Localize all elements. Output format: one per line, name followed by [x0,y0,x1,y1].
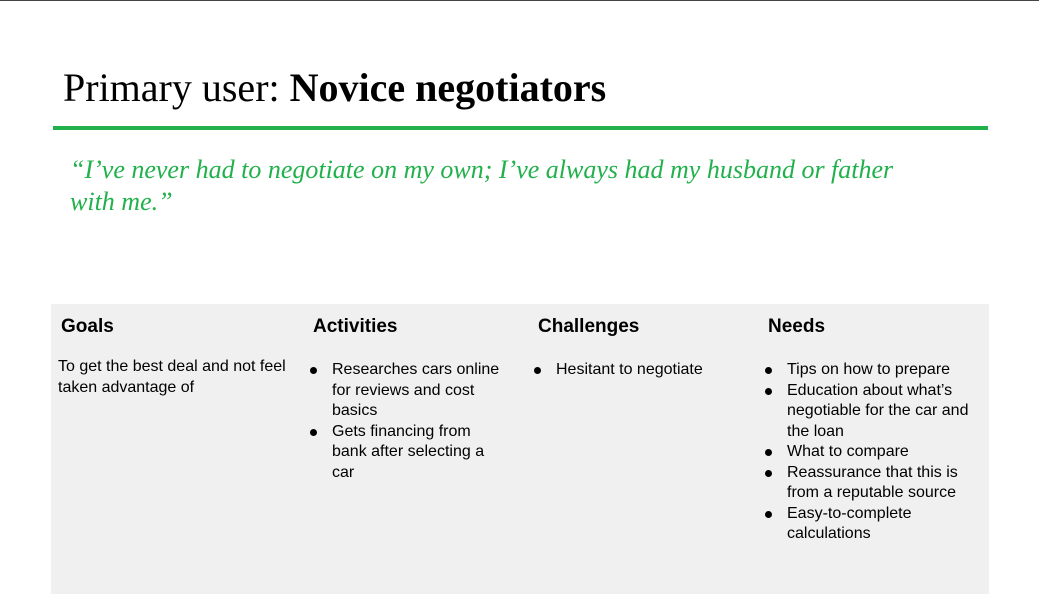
slide-top-border [0,0,1039,1]
persona-table [51,304,989,594]
needs-header: Needs [768,316,826,337]
challenges-header: Challenges [538,316,640,337]
challenges-list [531,360,741,381]
list-item: What to compare [762,442,977,463]
activities-list [307,360,522,483]
persona-quote: “I’ve never had to negotiate on my own; I’ve always had my husband or father with me.” [70,155,894,216]
title-divider [53,126,988,130]
list-item: Education about what’s negotiable for the car and the loan [762,381,972,443]
list-item: Tips on how to prepare [762,360,977,381]
list-item: Gets financing from bank after selecting a car [307,422,492,484]
list-item: Researches cars online for reviews and cost basics [307,360,522,422]
slide-title [63,62,606,114]
slide-title-prefix: Primary user: [63,65,290,110]
needs-list [762,360,977,545]
list-item: Hesitant to negotiate [531,360,741,381]
goals-header: Goals [61,316,114,337]
activities-header: Activities [313,316,398,337]
slide-title-emphasis: Novice negotiators [289,65,607,110]
list-item: Reassurance that this is from a reputable source [762,463,977,504]
list-item: Easy-to-complete calculations [762,504,957,545]
goals-text: To get the best deal and not feel taken advantage of [58,358,286,396]
